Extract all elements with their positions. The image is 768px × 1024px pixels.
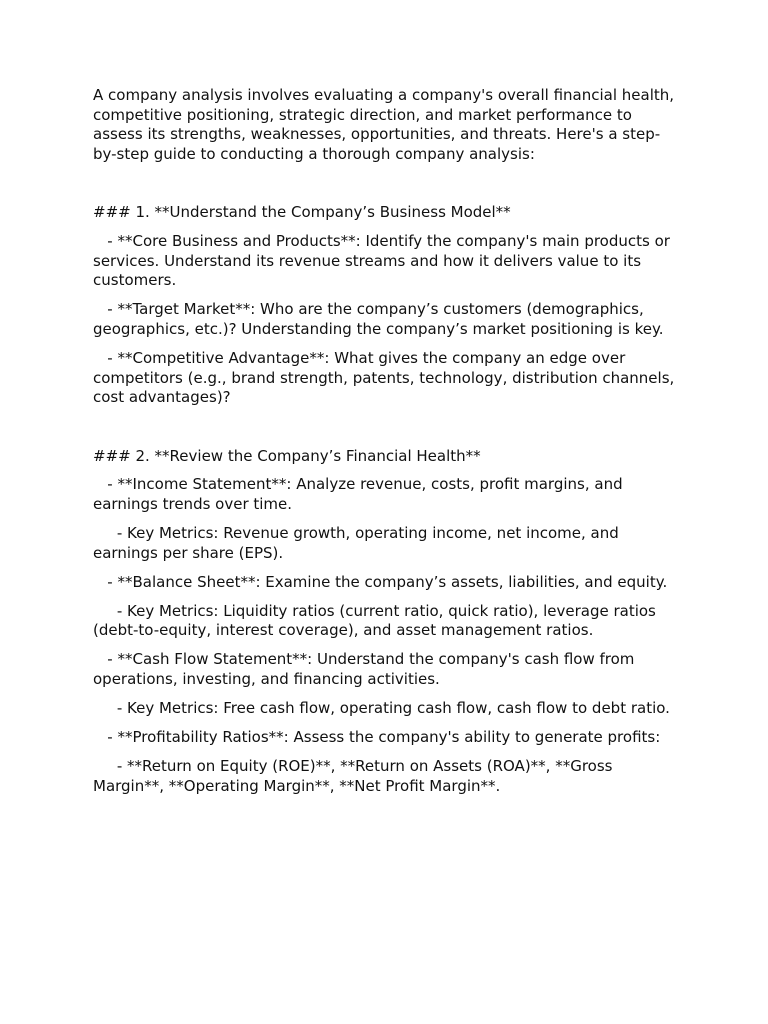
section-1-item: - **Target Market**: Who are the company’s customers (demographics, geographics, etc.)? Understanding the company’s market positioning is key. <box>93 300 664 338</box>
section-2-item: - **Cash Flow Statement**: Understand the company's cash flow from operations, investing, and financing activities. <box>93 650 635 689</box>
section-2-item: - **Profitability Ratios**: Assess the company's ability to generate profits: <box>93 728 661 747</box>
section-2-item: - Key Metrics: Free cash flow, operating cash flow, cash flow to debt ratio. <box>93 699 670 718</box>
section-heading-2: ### 2. **Review the Company’s Financial Health** <box>93 446 481 465</box>
section-1-item: - **Competitive Advantage**: What gives the company an edge over competitors (e.g., brand strength, patents, technology, distribution channels, cost advantages)? <box>93 348 675 407</box>
document-page <box>93 86 683 806</box>
section-2-item: - Key Metrics: Revenue growth, operating income, net income, and earnings per share (EPS). <box>93 524 619 562</box>
intro-paragraph: A company analysis involves evaluating a company's overall financial health, competitive positioning, strategic direction, and market performance to assess its strengths, weaknesses, opportunities, and threats. Here's a step-by-step guide to conducting a thorough company analysis: <box>93 86 675 163</box>
section-2-item: - **Balance Sheet**: Examine the company’s assets, liabilities, and equity. <box>93 572 668 591</box>
section-2-item: - Key Metrics: Liquidity ratios (current ratio, quick ratio), leverage ratios (debt-to-equity, interest coverage), and asset management ratios. <box>93 601 656 640</box>
section-2-item: - **Income Statement**: Analyze revenue, costs, profit margins, and earnings trends over time. <box>93 475 623 513</box>
section-2-item: - **Return on Equity (ROE)**, **Return on Assets (ROA)**, **Gross Margin**, **Operating Margin**, **Net Profit Margin**. <box>93 757 613 795</box>
section-heading-1: ### 1. **Understand the Company’s Business Model** <box>93 203 511 222</box>
section-1-item: - **Core Business and Products**: Identify the company's main products or services. Understand its revenue streams and how it delivers value to its customers. <box>93 231 670 290</box>
